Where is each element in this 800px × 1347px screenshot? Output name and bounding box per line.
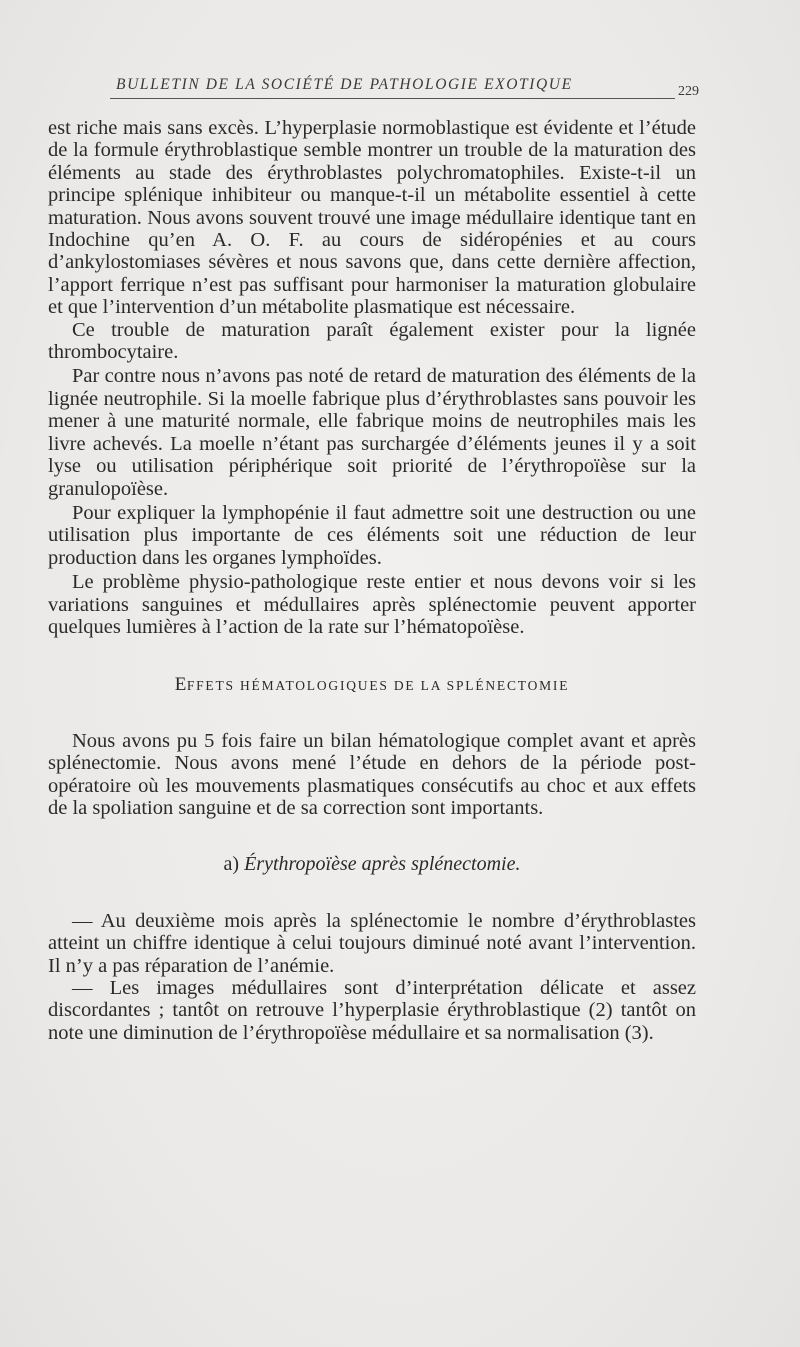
- paragraph: est riche mais sans excès. L’hyperplasie normoblastique est évidente et l’étude de la formule érythroblastique semble montrer un trouble de la maturation des éléments au stade des érythroblastes polychromatophiles. Existe-t-il un principe splénique inhibiteur ou manque-t-il un métabolite essentiel à cette maturation. Nous avons souvent trouvé une image médullaire identique tant en Indochine qu’en A. O. F. au cours de sidéropénies et au cours d’ankylostomiases sévères et nous savons que, dans cette dernière affection, l’apport ferrique n’est pas suffisant pour harmoniser la maturation globulaire et que l’intervention d’un métabolite plasmatique est nécessaire.: [48, 117, 696, 319]
- subsection-label: a): [223, 853, 240, 876]
- paragraph: Par contre nous n’avons pas noté de retard de maturation des éléments de la lignée neutrophile. Si la moelle fabrique plus d’érythroblastes sans pouvoir les mener à une maturité normale, elle fabrique moins de neutrophiles mais les livre achevés. La moelle n’étant pas surchargée d’éléments jeunes il y a soit lyse ou utilisation périphérique soit priorité de l’érythropoïèse sur la granulopoïèse.: [48, 365, 696, 500]
- header-rule: [110, 98, 675, 99]
- paragraph: Pour expliquer la lymphopénie il faut admettre soit une destruction ou une utilisation plus importante de ces éléments soit une réduction de leur production dans les organes lymphoïdes.: [48, 501, 696, 569]
- paragraph: — Les images médullaires sont d’interprétation délicate et assez discordantes ; tantôt on retrouve l’hyperplasie érythroblastique (2) tantôt on note une diminution de l’érythropoïèse médullaire et sa normalisation (3).: [48, 977, 696, 1044]
- paragraph: Nous avons pu 5 fois faire un bilan hématologique complet avant et après splénectomie. Nous avons mené l’étude en dehors de la période post-opératoire où les mouvements plasmatiques consécutifs au choc et aux effets de la spoliation sanguine et de sa correction sont importants.: [48, 729, 696, 819]
- body-text: [48, 117, 696, 1044]
- section-heading-text: FFETS HÉMATOLOGIQUES DE LA SPLÉNECTOMIE: [186, 678, 570, 694]
- section-heading: [48, 674, 696, 697]
- section-heading-initial: E: [174, 674, 187, 696]
- page-number: 229: [678, 84, 699, 99]
- subsection-title: Érythropoïèse après splénectomie.: [244, 853, 521, 876]
- paragraph: Le problème physio-pathologique reste entier et nous devons voir si les variations sanguines et médullaires après splénectomie peuvent apporter quelques lumières à l’action de la rate sur l’hématopoïèse.: [48, 571, 696, 638]
- paragraph: Ce trouble de maturation paraît également exister pour la lignée thrombocytaire.: [48, 318, 696, 364]
- page-header: [110, 74, 699, 102]
- subsection-heading: [48, 853, 696, 875]
- paragraph: — Au deuxième mois après la splénectomie le nombre d’érythroblastes atteint un chiffre identique à celui toujours diminué noté avant l’intervention. Il n’y a pas réparation de l’anémie.: [48, 909, 696, 977]
- running-head: BULLETIN DE LA SOCIÉTÉ DE PATHOLOGIE EXOTIQUE: [116, 76, 573, 93]
